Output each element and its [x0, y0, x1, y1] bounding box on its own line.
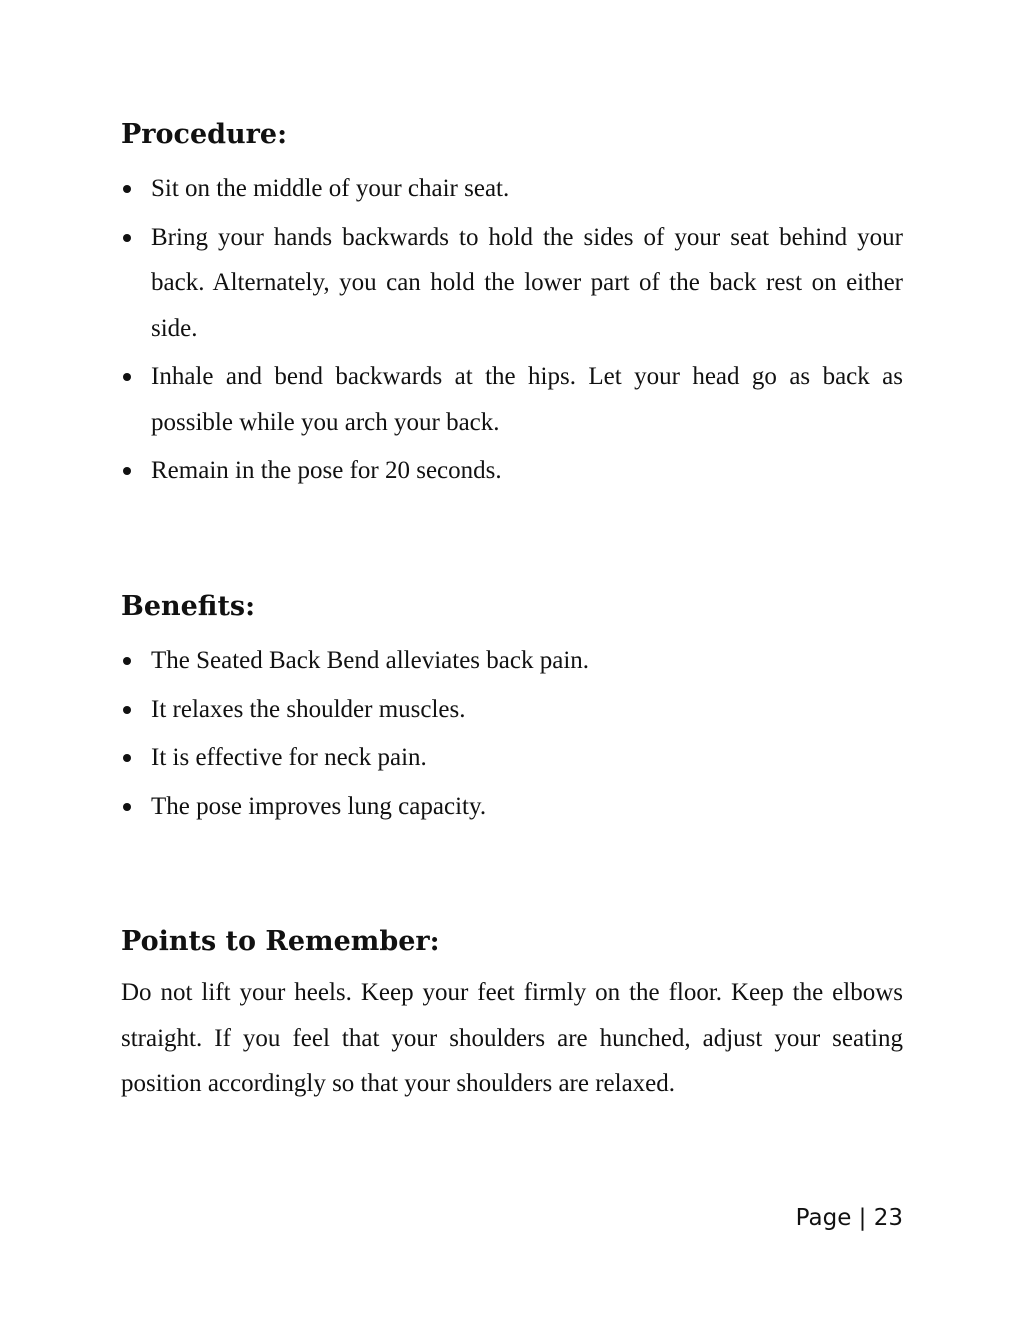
benefits-list: [121, 638, 903, 832]
list-item: [121, 448, 903, 494]
list-item: [121, 735, 903, 781]
bullet-icon: [123, 185, 131, 193]
bullet-icon: [123, 754, 131, 762]
list-item-text: The Seated Back Bend alleviates back pain.: [151, 647, 590, 674]
list-item-text: It relaxes the shoulder muscles.: [151, 695, 466, 723]
benefits-heading: Benefits:: [121, 591, 256, 622]
bullet-icon: [123, 657, 131, 665]
list-item-text: Sit on the middle of your chair seat.: [151, 175, 510, 202]
bullet-icon: [123, 803, 131, 811]
procedure-heading: Procedure:: [121, 119, 288, 150]
list-item-text: Bring your hands backwards to hold the sides of your seat behind your back. Alternately, you can hold the lower part of the back rest on either side.: [151, 223, 903, 342]
list-item: [121, 784, 903, 830]
list-item: [121, 687, 903, 733]
page-number: Page | 23: [795, 1205, 903, 1231]
list-item: [121, 215, 903, 352]
list-item-text: It is effective for neck pain.: [151, 744, 427, 771]
list-item: [121, 638, 903, 684]
list-item: [121, 354, 903, 445]
bullet-icon: [123, 234, 131, 242]
procedure-list: [121, 166, 903, 497]
list-item-text: Remain in the pose for 20 seconds.: [151, 457, 502, 484]
list-item-text: Inhale and bend backwards at the hips. Let your head go as back as possible while you arch your back.: [151, 363, 903, 436]
points-to-remember-text: Do not lift your heels. Keep your feet firmly on the floor. Keep the elbows straight. If you feel that your shoulders are hunched, adjust your seating position accordingly so that your shoulders are relaxed.: [121, 979, 903, 1097]
list-item: [121, 166, 903, 212]
list-item-text: The pose improves lung capacity.: [151, 792, 487, 820]
bullet-icon: [123, 706, 131, 714]
bullet-icon: [123, 373, 131, 381]
points-to-remember-heading: Points to Remember:: [121, 926, 440, 957]
bullet-icon: [123, 467, 131, 475]
